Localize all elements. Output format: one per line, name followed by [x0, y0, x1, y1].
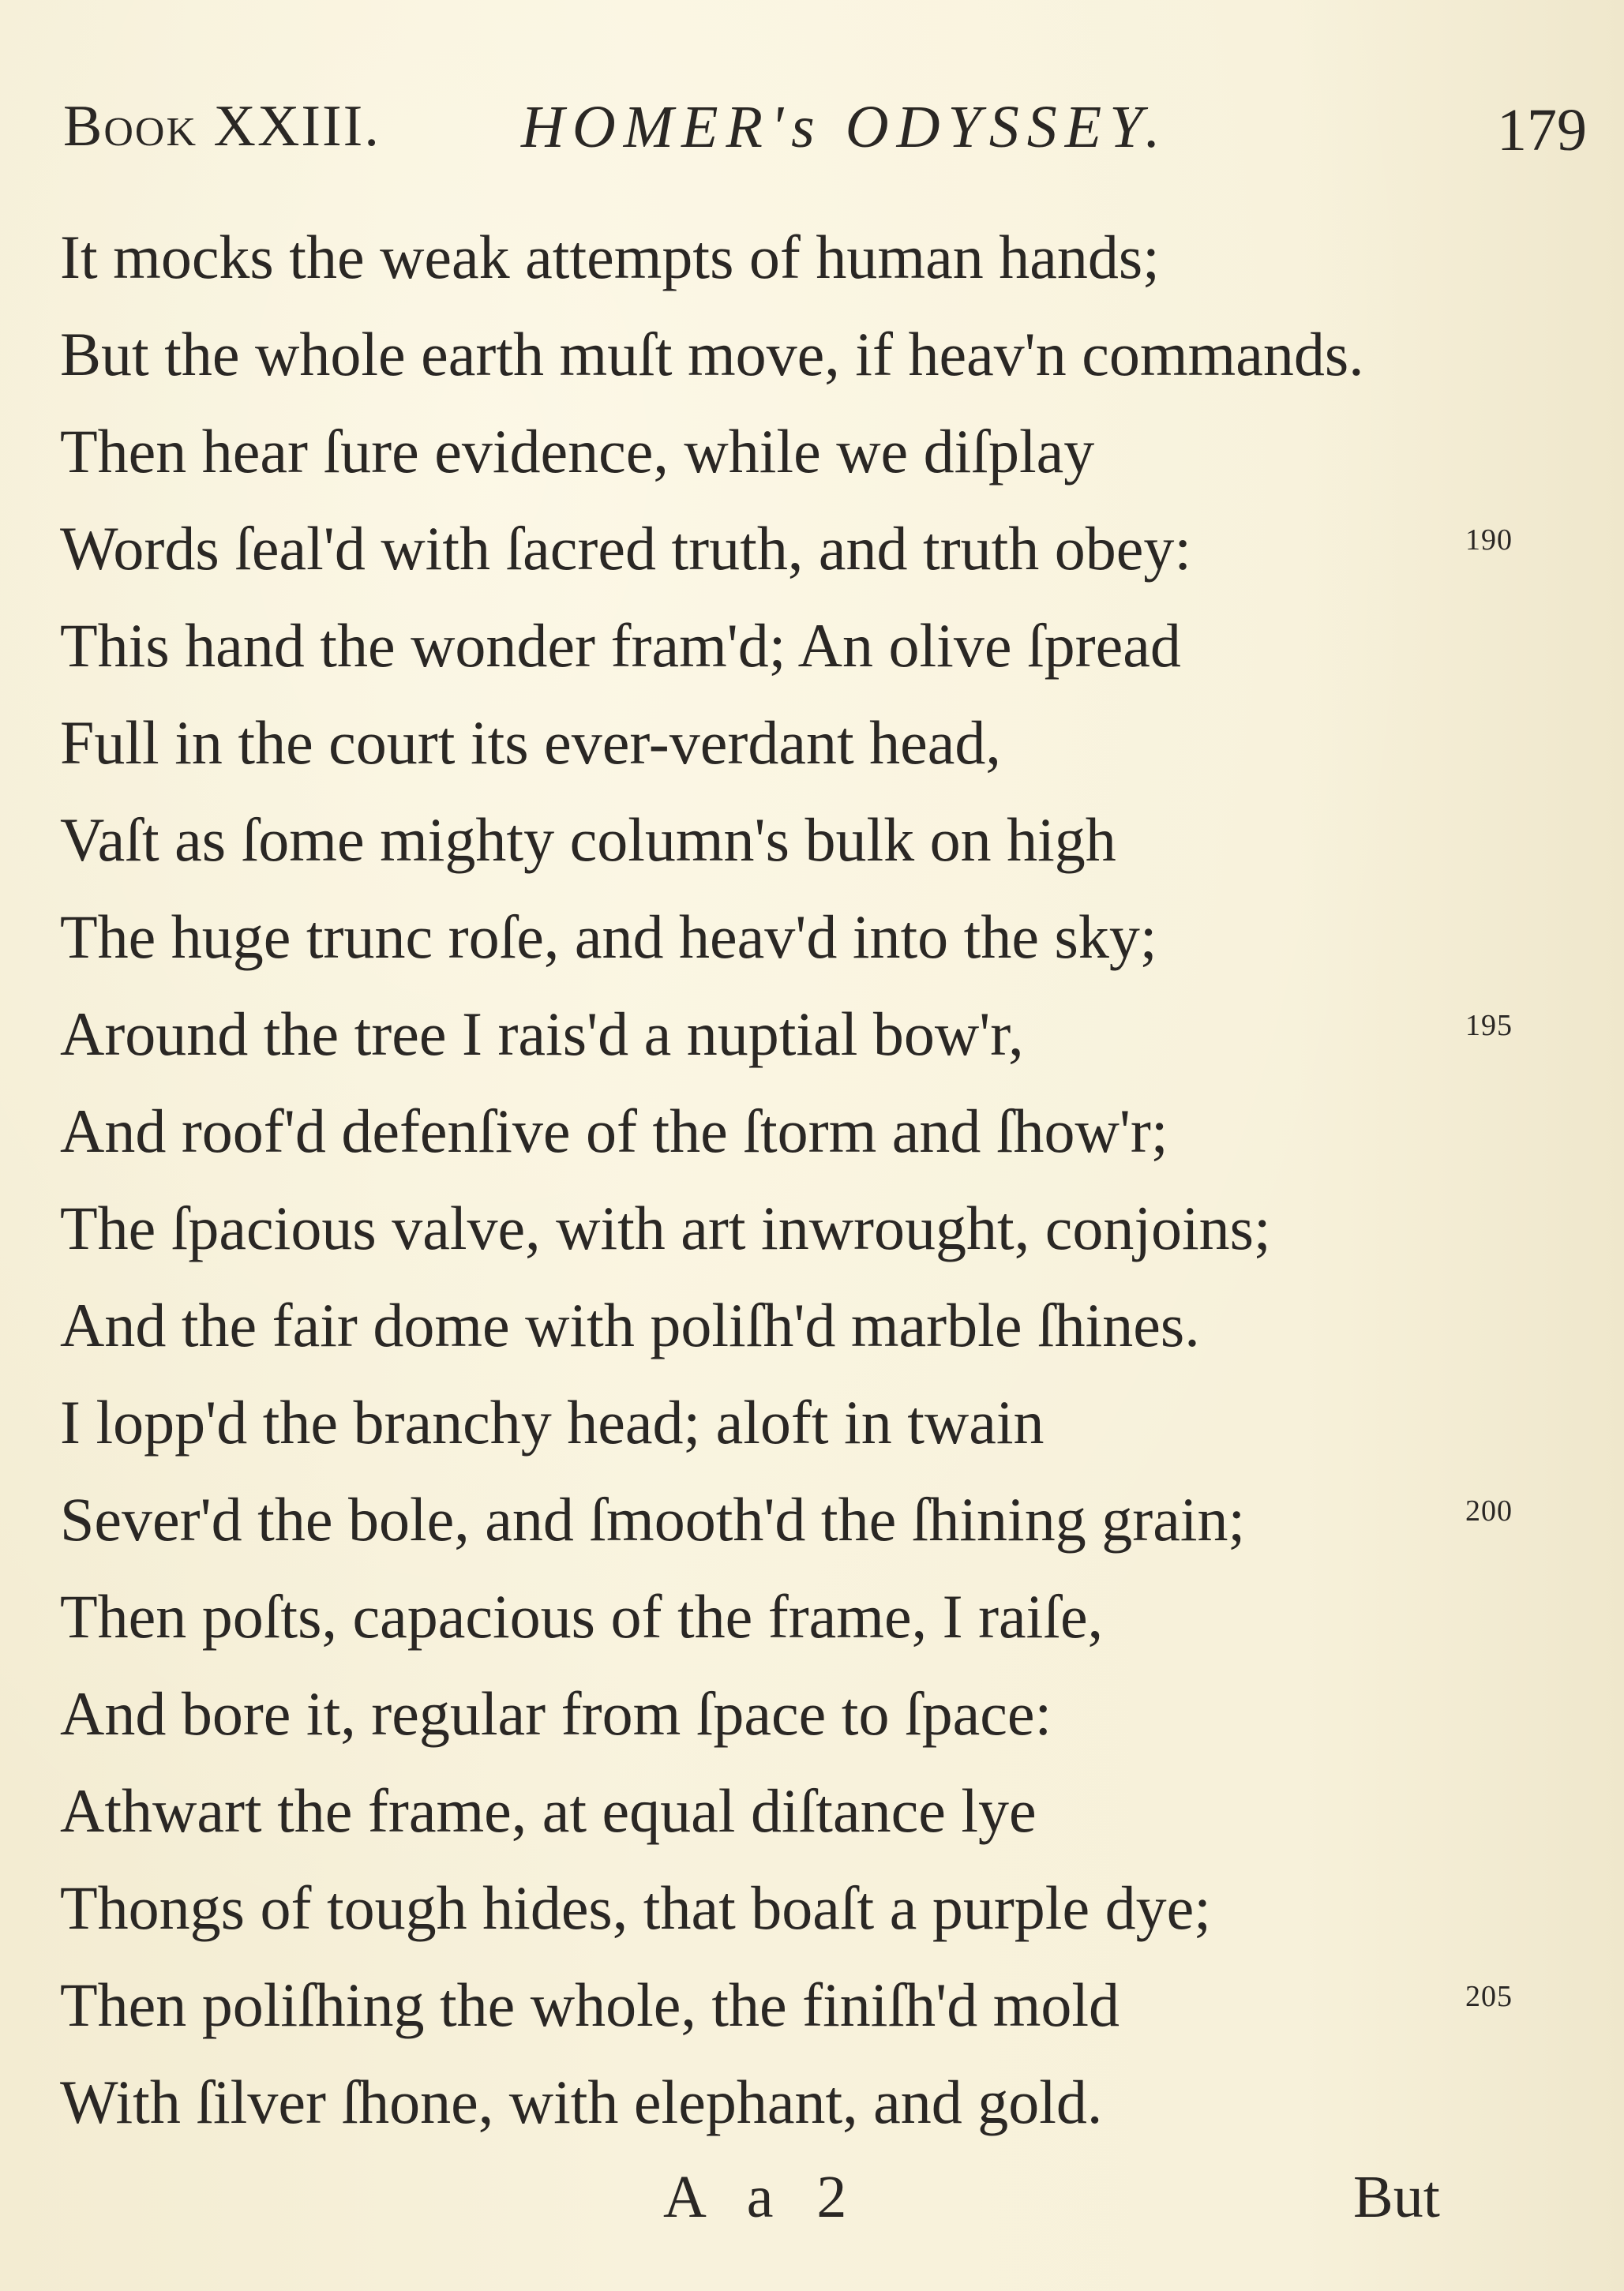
verse-text: Sever'd the bole, and ſmooth'd the ſhining grain;	[60, 1485, 1246, 1554]
verse-line	[60, 1568, 1576, 1665]
verse-text: Athwart the frame, at equal diſtance lye	[60, 1776, 1037, 1845]
verse-line	[60, 2053, 1576, 2150]
page-number: 179	[1497, 97, 1587, 163]
verse-line	[60, 597, 1576, 694]
verse-line	[60, 1179, 1576, 1277]
line-number: 195	[1465, 1009, 1513, 1042]
verse-line	[60, 1277, 1576, 1374]
verse-text: And the fair dome with poliſh'd marble ſhines.	[60, 1291, 1200, 1359]
verse-text: With ſilver ſhone, with elephant, and gold.	[60, 2068, 1103, 2136]
verse-line	[60, 1665, 1576, 1762]
verse-text: I lopp'd the branchy head; aloft in twain	[60, 1388, 1045, 1457]
verse-text: Vaſt as ſome mighty column's bulk on high	[60, 805, 1116, 874]
verse-text: And bore it, regular from ſpace to ſpace:	[60, 1679, 1052, 1748]
verse-text: But the whole earth muſt move, if heav'n commands.	[60, 320, 1364, 388]
verse-text: Around the tree I rais'd a nuptial bow'r,	[60, 999, 1024, 1068]
verse-line	[60, 791, 1576, 888]
line-number: 190	[1465, 523, 1513, 557]
verse-line	[60, 1859, 1576, 1956]
verse-text: And roof'd defenſive of the ſtorm and ſhow'r;	[60, 1097, 1168, 1165]
verse-text: Full in the court its ever-verdant head,	[60, 708, 1001, 777]
line-number: 205	[1465, 1980, 1513, 2013]
verse-text: It mocks the weak attempts of human hands;	[60, 223, 1160, 291]
verse-line	[60, 306, 1576, 403]
verse-line	[60, 1762, 1576, 1859]
line-number: 200	[1465, 1494, 1513, 1528]
verse-text: The huge trunc roſe, and heav'd into the sky;	[60, 902, 1157, 971]
verse-line	[60, 1956, 1576, 2053]
verse-line	[60, 694, 1576, 791]
verse-line	[60, 1082, 1576, 1179]
verse-text: Then poliſhing the whole, the finiſh'd mold	[60, 1970, 1120, 2039]
verse-text: Then hear ſure evidence, while we diſplay	[60, 417, 1095, 486]
running-header	[63, 93, 1587, 180]
verse-line	[60, 985, 1576, 1082]
printer-signature: A a 2	[663, 2164, 861, 2230]
page-footer	[0, 2163, 1624, 2242]
verse-text: The ſpacious valve, with art inwrought, conjoins;	[60, 1194, 1271, 1262]
verse-line	[60, 208, 1576, 306]
verse-line	[60, 1374, 1576, 1471]
poem-text	[60, 208, 1576, 2150]
verse-text: This hand the wonder fram'd; An olive ſpread	[60, 611, 1181, 680]
verse-line	[60, 500, 1576, 597]
book-label: Book XXIII.	[63, 94, 381, 159]
running-title: HOMER's ODYSSEY.	[521, 94, 1168, 160]
verse-line	[60, 1471, 1576, 1568]
verse-line	[60, 888, 1576, 985]
verse-text: Words ſeal'd with ſacred truth, and truth obey:	[60, 514, 1192, 583]
verse-text: Then poſts, capacious of the frame, I raiſe,	[60, 1582, 1104, 1651]
verse-line	[60, 403, 1576, 500]
verse-text: Thongs of tough hides, that boaſt a purple dye;	[60, 1873, 1211, 1942]
catchword: But	[1353, 2164, 1440, 2230]
